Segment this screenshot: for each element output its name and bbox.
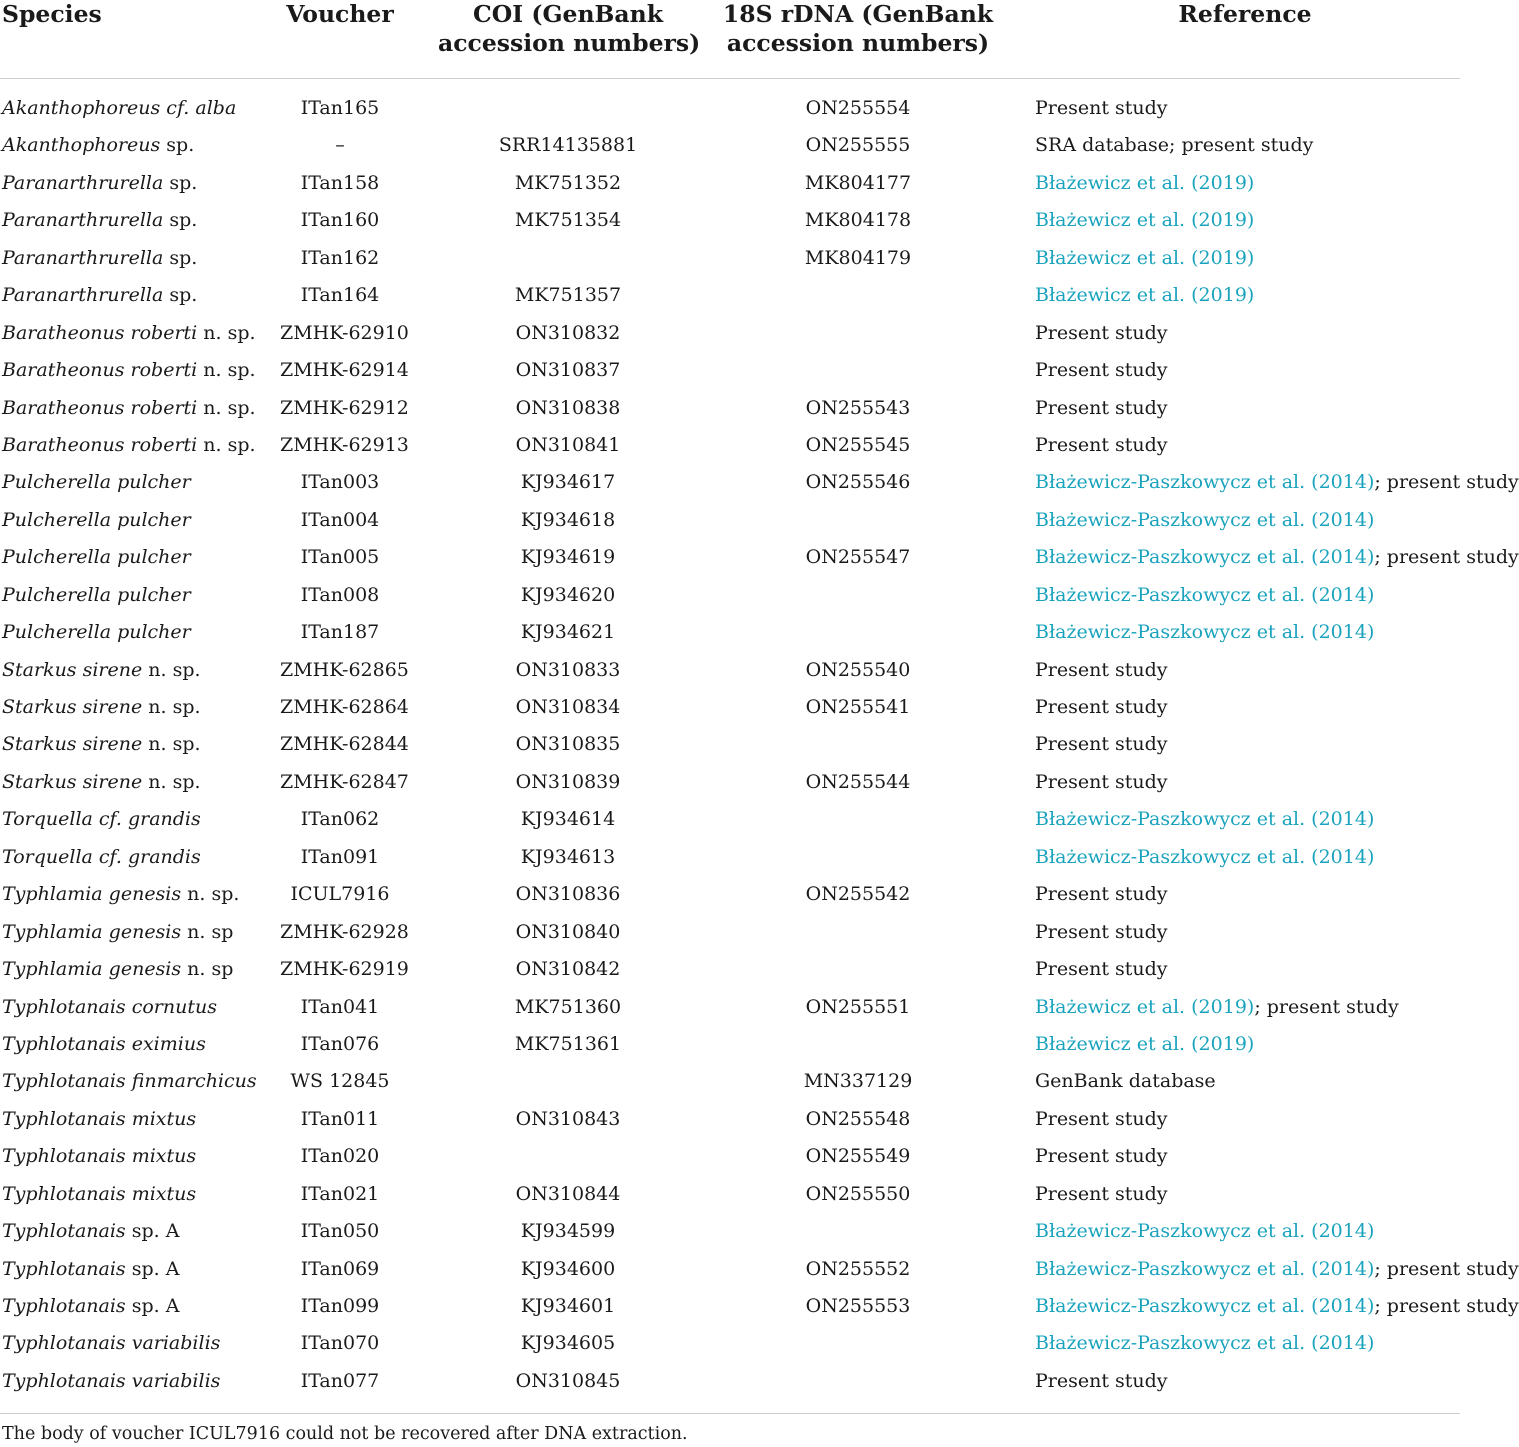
- species-name: Starkus sirene: [2, 658, 143, 681]
- reference-cell: [1035, 989, 1399, 1026]
- rdna-cell: ON255555: [805, 134, 911, 157]
- species-suffix: n. sp.: [197, 321, 256, 344]
- species-suffix: n. sp.: [197, 359, 256, 382]
- reference-cell: [1035, 1213, 1374, 1250]
- species-name: Paranarthrurella: [2, 209, 164, 232]
- reference-cell: [1035, 652, 1168, 689]
- reference-text: Present study: [1035, 733, 1168, 756]
- table-row: [0, 914, 1460, 951]
- rdna-cell: ON255549: [805, 1145, 911, 1168]
- table-row: [0, 801, 1460, 838]
- rdna-cell: ON255547: [805, 546, 911, 569]
- coi-cell: ON310842: [515, 958, 621, 981]
- coi-cell: KJ934619: [520, 546, 616, 569]
- reference-text: Present study: [1035, 958, 1168, 981]
- reference-text: Present study: [1035, 321, 1168, 344]
- reference-cell: [1035, 1288, 1519, 1325]
- voucher-cell: ITan165: [300, 97, 380, 119]
- table-row: [0, 764, 1460, 801]
- reference-text: Present study: [1035, 396, 1168, 419]
- table-row: [0, 726, 1460, 763]
- species-suffix: n. sp: [181, 958, 234, 981]
- coi-cell: ON310833: [515, 658, 621, 681]
- voucher-cell: ZMHK-62865: [280, 658, 409, 681]
- reference-cell: [1035, 352, 1168, 389]
- species-name: Baratheonus roberti: [2, 321, 198, 344]
- rdna-cell: ON255544: [805, 770, 911, 793]
- coi-cell: KJ934613: [520, 845, 616, 868]
- species-cell: [2, 951, 233, 988]
- species-cell: [2, 352, 256, 389]
- species-name: Baratheonus roberti: [2, 433, 198, 456]
- species-name: Torquella cf. grandis: [2, 808, 201, 831]
- coi-cell: KJ934605: [520, 1332, 616, 1355]
- table-row: [0, 277, 1460, 314]
- voucher-cell: ITan004: [300, 508, 380, 531]
- species-suffix: sp. A: [125, 1295, 180, 1317]
- rdna-cell: ON255554: [805, 97, 911, 119]
- coi-cell: ON310834: [515, 696, 621, 718]
- species-cell: [2, 502, 191, 539]
- species-name: Paranarthrurella: [2, 246, 164, 269]
- species-suffix: n. sp: [181, 920, 234, 943]
- species-name: Typhlamia genesis: [2, 958, 182, 981]
- species-suffix: sp.: [163, 171, 198, 194]
- voucher-cell: ZMHK-62913: [280, 433, 409, 456]
- reference-text: Present study: [1035, 1369, 1168, 1392]
- coi-cell: ON310835: [515, 733, 621, 756]
- voucher-cell: ITan077: [300, 1369, 380, 1392]
- reference-cell: [1035, 577, 1374, 614]
- voucher-cell: ITan099: [300, 1295, 380, 1317]
- species-suffix: sp. A: [125, 1257, 180, 1280]
- reference-cell: [1035, 127, 1313, 164]
- species-name: Baratheonus roberti: [2, 359, 198, 382]
- species-cell: [2, 390, 256, 427]
- reference-cell: [1035, 1063, 1216, 1100]
- table-footer: [0, 1413, 1460, 1444]
- species-name: Typhlotanais finmarchicus: [2, 1070, 257, 1093]
- rdna-cell: ON255542: [805, 883, 911, 906]
- species-cell: [2, 726, 201, 763]
- species-suffix: n. sp.: [142, 658, 201, 681]
- species-suffix: n. sp.: [142, 770, 201, 793]
- rdna-cell: MK804179: [804, 246, 912, 269]
- voucher-cell: ZMHK-62914: [280, 359, 409, 382]
- rdna-cell: ON255546: [805, 471, 911, 494]
- coi-cell: ON310844: [515, 1182, 621, 1205]
- voucher-cell: ITan011: [300, 1107, 380, 1130]
- reference-text: ; present study: [1374, 546, 1519, 569]
- species-cell: [2, 989, 217, 1026]
- voucher-cell: ITan091: [300, 845, 380, 868]
- coi-cell: ON310838: [515, 396, 621, 419]
- header-coi: [438, 0, 701, 58]
- reference-text: Present study: [1035, 97, 1168, 119]
- table-row: [0, 1288, 1519, 1325]
- reference-cell: [1035, 1363, 1168, 1400]
- table-row: [0, 127, 1460, 164]
- table-row: [0, 464, 1519, 501]
- citation-link[interactable]: Błażewicz et al. (2019): [1035, 995, 1255, 1018]
- voucher-cell: ITan050: [300, 1220, 380, 1243]
- reference-cell: [1035, 764, 1168, 801]
- species-cell: [2, 801, 201, 838]
- species-cell: [2, 1363, 220, 1400]
- coi-cell: ON310840: [515, 920, 621, 943]
- table-row: [0, 652, 1460, 689]
- voucher-cell: ZMHK-62912: [280, 396, 409, 419]
- table-row: [0, 352, 1460, 389]
- reference-text: Present study: [1035, 1182, 1168, 1205]
- table-row: [0, 1363, 1460, 1400]
- species-cell: [2, 539, 191, 576]
- voucher-cell: ITan158: [300, 171, 380, 194]
- header-18s-line2: accession numbers): [726, 29, 990, 57]
- citation-link[interactable]: Błażewicz-Paszkowycz et al. (2014): [1035, 621, 1375, 644]
- voucher-cell: ITan041: [300, 995, 380, 1018]
- table-row: [0, 839, 1460, 876]
- species-suffix: n. sp.: [197, 396, 256, 419]
- reference-cell: [1035, 876, 1168, 913]
- voucher-cell: ITan164: [300, 284, 380, 307]
- species-name: Typhlotanais: [2, 1220, 126, 1243]
- citation-link[interactable]: Błażewicz-Paszkowycz et al. (2014): [1035, 845, 1375, 868]
- species-cell: [2, 914, 233, 951]
- table-row: [0, 951, 1460, 988]
- species-name: Torquella cf. grandis: [2, 845, 201, 868]
- header-18s-rdna: [718, 0, 998, 58]
- reference-cell: [1035, 202, 1254, 239]
- coi-cell: MK751360: [514, 995, 622, 1018]
- voucher-cell: ITan187: [300, 621, 380, 644]
- citation-link[interactable]: Błażewicz-Paszkowycz et al. (2014): [1035, 1295, 1375, 1317]
- species-name: Pulcherella pulcher: [2, 621, 191, 644]
- header-18s-line1: 18S rDNA (GenBank: [722, 0, 994, 28]
- header-reference: Reference: [1178, 0, 1312, 28]
- coi-cell: ON310845: [515, 1369, 621, 1392]
- reference-text: ; present study: [1374, 471, 1519, 494]
- species-cell: [2, 90, 236, 127]
- reference-cell: [1035, 427, 1168, 464]
- species-name: Typhlotanais: [2, 1295, 126, 1317]
- coi-cell: ON310837: [515, 359, 621, 382]
- reference-cell: [1035, 539, 1519, 576]
- species-name: Pulcherella pulcher: [2, 546, 191, 569]
- species-cell: [2, 1288, 179, 1325]
- voucher-cell: –: [335, 134, 345, 157]
- rdna-cell: MK804178: [804, 209, 912, 232]
- reference-text: Present study: [1035, 920, 1168, 943]
- species-cell: [2, 1063, 257, 1100]
- table-row: [0, 1325, 1460, 1362]
- header-voucher: Voucher: [286, 0, 394, 28]
- citation-link[interactable]: Błażewicz-Paszkowycz et al. (2014): [1035, 471, 1375, 494]
- table-row: [0, 1176, 1460, 1213]
- table-row: [0, 876, 1460, 913]
- species-cell: [2, 1213, 179, 1250]
- table-row: [0, 1026, 1460, 1063]
- reference-cell: [1035, 90, 1168, 127]
- species-name: Pulcherella pulcher: [2, 583, 191, 606]
- table-header: [0, 0, 1460, 79]
- voucher-cell: ZMHK-62847: [280, 770, 409, 793]
- citation-link[interactable]: Błażewicz-Paszkowycz et al. (2014): [1035, 1220, 1375, 1243]
- coi-cell: KJ934601: [520, 1295, 616, 1317]
- voucher-cell: ITan069: [300, 1257, 380, 1280]
- reference-cell: [1035, 801, 1374, 838]
- table-row: [0, 165, 1460, 202]
- coi-cell: ON310841: [515, 433, 621, 456]
- citation-link[interactable]: Błażewicz-Paszkowycz et al. (2014): [1035, 1257, 1375, 1280]
- species-cell: [2, 464, 191, 501]
- voucher-cell: ITan160: [300, 209, 380, 232]
- reference-cell: [1035, 165, 1254, 202]
- species-name: Akanthophoreus: [2, 134, 161, 157]
- coi-cell: KJ934618: [520, 508, 616, 531]
- species-suffix: n. sp.: [181, 883, 240, 906]
- citation-link[interactable]: Błażewicz et al. (2019): [1035, 246, 1255, 269]
- citation-link[interactable]: Błażewicz et al. (2019): [1035, 1032, 1255, 1055]
- species-name: Typhlotanais mixtus: [2, 1182, 197, 1205]
- species-name: Starkus sirene: [2, 696, 143, 718]
- reference-text: Present study: [1035, 696, 1168, 718]
- rdna-cell: ON255543: [805, 396, 911, 419]
- species-name: Akanthophoreus cf. alba: [2, 97, 237, 119]
- citation-link[interactable]: Błażewicz-Paszkowycz et al. (2014): [1035, 546, 1375, 569]
- coi-cell: KJ934620: [520, 583, 616, 606]
- reference-cell: [1035, 914, 1168, 951]
- voucher-cell: WS 12845: [290, 1070, 390, 1093]
- species-name: Typhlamia genesis: [2, 920, 182, 943]
- citation-link[interactable]: Błażewicz-Paszkowycz et al. (2014): [1035, 583, 1375, 606]
- species-name: Baratheonus roberti: [2, 396, 198, 419]
- reference-cell: [1035, 1176, 1168, 1213]
- voucher-cell: ITan076: [300, 1032, 380, 1055]
- rdna-cell: ON255540: [805, 658, 911, 681]
- reference-text: Present study: [1035, 658, 1168, 681]
- species-name: Typhlotanais eximius: [2, 1032, 206, 1055]
- table-row: [0, 1213, 1460, 1250]
- table-row: [0, 90, 1460, 127]
- rdna-cell: ON255550: [805, 1182, 911, 1205]
- species-cell: [2, 876, 239, 913]
- voucher-cell: ITan162: [300, 246, 380, 269]
- species-cell: [2, 202, 197, 239]
- coi-cell: MK751352: [514, 171, 622, 194]
- table-body: [0, 90, 1519, 1400]
- reference-text: Present study: [1035, 883, 1168, 906]
- table-row: [0, 1251, 1519, 1288]
- reference-text: ; present study: [1374, 1257, 1519, 1280]
- footnote: The body of voucher ICUL7916 could not be recovered after DNA extraction.: [2, 1424, 688, 1444]
- species-cell: [2, 127, 194, 164]
- reference-cell: [1035, 1251, 1519, 1288]
- rdna-cell: ON255541: [805, 696, 911, 718]
- reference-cell: [1035, 689, 1168, 726]
- rdna-cell: ON255548: [805, 1107, 911, 1130]
- rdna-cell: MK804177: [804, 171, 912, 194]
- table-row: [0, 989, 1460, 1026]
- reference-cell: [1035, 240, 1254, 277]
- species-cell: [2, 1138, 196, 1175]
- reference-cell: [1035, 502, 1374, 539]
- species-name: Starkus sirene: [2, 770, 143, 793]
- species-suffix: n. sp.: [142, 733, 201, 756]
- reference-text: Present study: [1035, 359, 1168, 382]
- voucher-cell: ZMHK-62864: [280, 696, 409, 718]
- reference-text: Present study: [1035, 770, 1168, 793]
- coi-cell: KJ934621: [520, 621, 616, 644]
- table-row: [0, 1063, 1460, 1100]
- species-name: Typhlotanais cornutus: [2, 995, 217, 1018]
- reference-cell: [1035, 390, 1168, 427]
- species-cell: [2, 1176, 196, 1213]
- reference-cell: [1035, 839, 1374, 876]
- reference-cell: [1035, 1138, 1168, 1175]
- table-row: [0, 614, 1460, 651]
- reference-cell: [1035, 1101, 1168, 1138]
- table-row: [0, 427, 1460, 464]
- rdna-cell: ON255551: [805, 995, 911, 1018]
- species-cell: [2, 427, 256, 464]
- species-name: Typhlotanais mixtus: [2, 1145, 197, 1168]
- coi-cell: MK751357: [514, 284, 622, 307]
- species-suffix: sp.: [163, 209, 198, 232]
- species-name: Pulcherella pulcher: [2, 471, 191, 494]
- coi-cell: KJ934599: [520, 1220, 616, 1243]
- coi-cell: ON310836: [515, 883, 621, 906]
- header-species: Species: [2, 0, 102, 28]
- coi-cell: KJ934614: [520, 808, 616, 831]
- species-cell: [2, 315, 256, 352]
- reference-text: Present study: [1035, 1107, 1168, 1130]
- voucher-cell: ZMHK-62919: [280, 958, 409, 981]
- voucher-cell: ITan020: [300, 1145, 380, 1168]
- citation-link[interactable]: Błażewicz-Paszkowycz et al. (2014): [1035, 508, 1375, 531]
- voucher-cell: ITan008: [300, 583, 380, 606]
- coi-cell: KJ934600: [520, 1257, 616, 1280]
- species-name: Typhlotanais: [2, 1257, 126, 1280]
- header-coi-line2: accession numbers): [438, 29, 701, 57]
- voucher-cell: ITan021: [300, 1182, 380, 1205]
- reference-cell: [1035, 951, 1168, 988]
- species-cell: [2, 839, 201, 876]
- voucher-cell: ITan005: [300, 546, 380, 569]
- reference-text: Present study: [1035, 1145, 1168, 1168]
- species-cell: [2, 1325, 220, 1362]
- coi-cell: MK751354: [514, 209, 622, 232]
- reference-cell: [1035, 1325, 1374, 1362]
- voucher-cell: ITan003: [300, 471, 380, 494]
- rdna-cell: ON255545: [805, 433, 911, 456]
- species-cell: [2, 1251, 179, 1288]
- reference-cell: [1035, 315, 1168, 352]
- voucher-cell: ITan070: [300, 1332, 380, 1355]
- table-row: [0, 202, 1460, 239]
- voucher-cell: ZMHK-62910: [280, 321, 409, 344]
- table-row: [0, 689, 1460, 726]
- species-cell: [2, 689, 201, 726]
- reference-cell: [1035, 464, 1519, 501]
- reference-text: ; present study: [1254, 995, 1399, 1018]
- species-name: Paranarthrurella: [2, 284, 164, 307]
- citation-link[interactable]: Błażewicz-Paszkowycz et al. (2014): [1035, 808, 1375, 831]
- reference-cell: [1035, 726, 1168, 763]
- species-name: Typhlamia genesis: [2, 883, 182, 906]
- coi-cell: ON310832: [515, 321, 621, 344]
- table-row: [0, 390, 1460, 427]
- species-name: Paranarthrurella: [2, 171, 164, 194]
- table-row: [0, 539, 1519, 576]
- table-row: [0, 315, 1460, 352]
- rdna-cell: ON255552: [805, 1257, 911, 1280]
- table-row: [0, 240, 1460, 277]
- citation-link[interactable]: Błażewicz et al. (2019): [1035, 284, 1255, 307]
- rdna-cell: ON255553: [805, 1295, 911, 1317]
- species-cell: [2, 652, 201, 689]
- species-cell: [2, 277, 197, 314]
- reference-text: SRA database; present study: [1035, 134, 1314, 157]
- table-row: [0, 1101, 1460, 1138]
- reference-cell: [1035, 1026, 1254, 1063]
- species-name: Starkus sirene: [2, 733, 143, 756]
- species-cell: [2, 240, 197, 277]
- coi-cell: SRR14135881: [498, 134, 638, 157]
- table-row: [0, 502, 1460, 539]
- species-cell: [2, 764, 201, 801]
- species-name: Typhlotanais variabilis: [2, 1332, 221, 1355]
- citation-link[interactable]: Błażewicz et al. (2019): [1035, 171, 1255, 194]
- voucher-cell: ITan062: [300, 808, 380, 831]
- reference-text: ; present study: [1374, 1295, 1519, 1317]
- coi-cell: ON310839: [515, 770, 621, 793]
- species-name: Pulcherella pulcher: [2, 508, 191, 531]
- reference-cell: [1035, 277, 1254, 314]
- species-suffix: sp. A: [125, 1220, 180, 1243]
- species-suffix: n. sp.: [142, 696, 201, 718]
- reference-cell: [1035, 614, 1374, 651]
- reference-text: GenBank database: [1035, 1070, 1216, 1093]
- rdna-cell: MN337129: [803, 1070, 913, 1093]
- voucher-cell: ZMHK-62928: [280, 920, 409, 943]
- table-row: [0, 577, 1460, 614]
- citation-link[interactable]: Błażewicz et al. (2019): [1035, 209, 1255, 232]
- species-cell: [2, 1101, 196, 1138]
- species-suffix: sp.: [163, 284, 198, 307]
- species-cell: [2, 165, 197, 202]
- table-row: [0, 1138, 1460, 1175]
- species-suffix: n. sp.: [197, 433, 256, 456]
- reference-text: Present study: [1035, 433, 1168, 456]
- coi-cell: ON310843: [515, 1107, 621, 1130]
- coi-cell: MK751361: [514, 1032, 622, 1055]
- species-suffix: sp.: [160, 134, 195, 157]
- coi-cell: KJ934617: [520, 471, 616, 494]
- citation-link[interactable]: Błażewicz-Paszkowycz et al. (2014): [1035, 1332, 1375, 1355]
- species-name: Typhlotanais mixtus: [2, 1107, 197, 1130]
- species-name: Typhlotanais variabilis: [2, 1369, 221, 1392]
- header-coi-line1: COI (GenBank: [472, 0, 664, 28]
- voucher-cell: ZMHK-62844: [280, 733, 409, 756]
- voucher-cell: ICUL7916: [290, 883, 390, 906]
- species-cell: [2, 614, 191, 651]
- species-cell: [2, 577, 191, 614]
- species-cell: [2, 1026, 206, 1063]
- species-suffix: sp.: [163, 246, 198, 269]
